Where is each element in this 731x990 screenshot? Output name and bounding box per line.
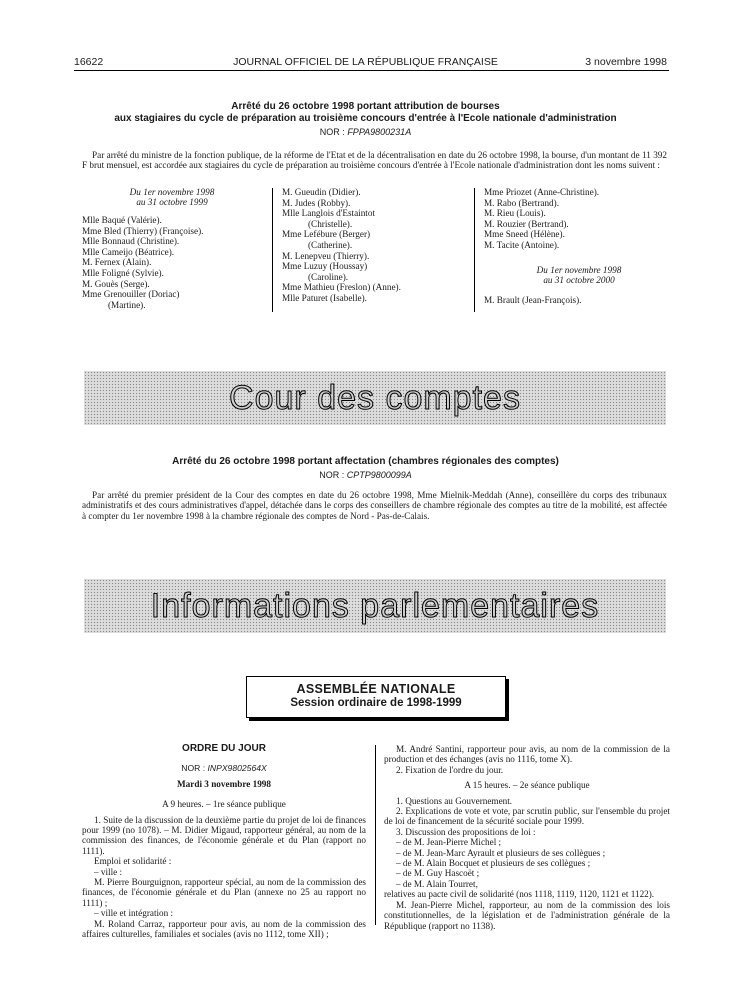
nor-reference <box>0 470 731 480</box>
stagiaire-name: Mlle Foligné (Sylvie). <box>82 267 164 278</box>
stagiaire-name: Mme Priozet (Anne-Christine). <box>484 187 600 197</box>
agenda-item: relatives au pacte civil de solidarité (nos 1118, 1119, 1120, 1121 et 1122). <box>384 889 655 900</box>
stagiaire-name: M. Fernex (Alain). <box>82 257 152 268</box>
nor-reference <box>82 763 366 773</box>
agenda-item: 1. Suite de la discussion de la deuxième partie du projet de loi de finances pour 1999 (no 1078). – M. Didier Migaud, rapporteur général, au nom de la commission des finances, de l'économie générale et du Plan (rapport no 1111). <box>82 814 366 856</box>
stagiaire-name: M. Rouzier (Bertrand). <box>484 218 569 229</box>
stagiaire-name: M. Tacite (Antoine). <box>484 239 560 250</box>
stagiaire-name: M. Rieu (Louis). <box>484 208 546 219</box>
session-time-heading: A 15 heures. – 2e séance publique <box>464 780 590 791</box>
ordre-du-jour-right-column <box>384 744 670 931</box>
stagiaire-name: (Christelle). <box>308 218 353 229</box>
stagiaires-column-3 <box>484 187 674 305</box>
stagiaire-name: Mme Grenouiller (Doriac) <box>82 289 180 300</box>
period-line-1: Du 1er novembre 1998 <box>129 187 215 197</box>
session-title: Session ordinaire de 1998-1999 <box>290 697 462 709</box>
stagiaire-name: Mme Luzuy (Houssay) <box>282 261 368 272</box>
agenda-item: M. Jean-Pierre Michel, rapporteur, au nom de la commission des lois constitutionnelles, de la législation et de l'administration générale de la République (rapport no 1138). <box>384 899 670 931</box>
agenda-item: – de M. Alain Bocquet et plusieurs de ses collègues ; <box>396 858 591 869</box>
stagiaire-name: Mlle Bonnaud (Christine). <box>82 236 180 247</box>
title-line-2: aux stagiaires du cycle de préparation au troisième concours d'entrée à l'Ecole nationale d'administration <box>114 113 617 124</box>
nor-code: FPPA9800231A <box>347 127 412 137</box>
column-divider <box>474 188 475 312</box>
nor-label: NOR : <box>319 470 345 480</box>
agenda-item: – ville : <box>94 866 123 877</box>
stagiaire-name: (Caroline). <box>308 271 349 282</box>
agenda-item: Emploi et solidarité : <box>94 856 172 867</box>
session-time-heading: A 9 heures. – 1re séance publique <box>162 799 286 810</box>
agenda-item: 2. Fixation de l'ordre du jour. <box>396 764 504 775</box>
banner-title: Informations parlementaires <box>150 586 600 625</box>
arrete-bourses-title <box>70 101 661 125</box>
journal-title: JOURNAL OFFICIEL DE LA RÉPUBLIQUE FRANÇAISE <box>233 56 498 68</box>
stagiaire-name: (Martine). <box>108 299 146 310</box>
page-number: 16622 <box>74 56 104 68</box>
agenda-item: – de M. Jean-Pierre Michel ; <box>396 837 502 848</box>
ordre-du-jour-left-column <box>82 744 366 940</box>
stagiaire-name: M. Gueudin (Didier). <box>282 187 361 197</box>
stagiaire-name: Mlle Cameijo (Béatrice). <box>82 246 175 257</box>
session-day: Mardi 3 novembre 1998 <box>177 778 271 789</box>
ordre-du-jour-heading: ORDRE DU JOUR <box>182 743 266 754</box>
stagiaire-name: Mlle Paturet (Isabelle). <box>282 292 367 303</box>
stagiaire-name: Mme Sneed (Hélène). <box>484 229 565 240</box>
title-line-1: Arrêté du 26 octobre 1998 portant attribution de bourses <box>231 101 500 112</box>
stagiaire-name: Mme Bled (Thierry) (Françoise). <box>82 225 204 236</box>
section-banner-informations-parlementaires <box>84 579 666 633</box>
agenda-item: 3. Discussion des propositions de loi : <box>396 826 536 837</box>
period-line-2: au 31 octobre 2000 <box>543 274 615 285</box>
agenda-item: 2. Explications de vote et vote, par scrutin public, sur l'ensemble du projet de loi de financement de la sécurité sociale pour 1999. <box>384 806 670 827</box>
nor-code: CPTP9800099A <box>346 470 412 480</box>
stagiaire-name: M. Judes (Robby). <box>282 197 351 208</box>
agenda-item: – de M. Guy Hascoët ; <box>396 868 480 879</box>
stagiaire-name: M. Gouès (Serge). <box>82 278 150 289</box>
stagiaire-name: M. Lenepveu (Thierry). <box>282 250 370 261</box>
column-divider <box>375 745 376 925</box>
agenda-item: M. Pierre Bourguignon, rapporteur spécial, au nom de la commission des finances, de l'économie générale et du Plan (annexe no 25 au rapport no 1111) ; <box>82 877 366 908</box>
agenda-item: – de M. Jean-Marc Ayrault et plusieurs de ses collègues ; <box>396 847 606 858</box>
agenda-item: – de M. Alain Tourret, <box>396 878 478 889</box>
nor-code: INPX9802564X <box>207 763 267 774</box>
stagiaire-name: Mme Mathieu (Freslon) (Anne). <box>282 282 401 293</box>
banner-title: Cour des comptes <box>229 378 521 417</box>
agenda-item: M. Roland Carraz, rapporteur pour avis, au nom de la commission des affaires culturelles, familiales et sociales (avis no 1112, tome XII) ; <box>82 918 366 940</box>
agenda-item: M. André Santini, rapporteur pour avis, au nom de la commission de la production et des échanges (avis no 1116, tome X). <box>384 744 670 765</box>
column-divider <box>272 188 273 312</box>
stagiaires-column-2 <box>282 187 472 304</box>
nor-label: NOR : <box>181 763 206 774</box>
nor-reference <box>0 127 731 137</box>
stagiaires-column-1 <box>82 187 262 310</box>
stagiaire-name: Mlle Langlois d'Estaintot <box>282 208 376 219</box>
section-banner-cour-des-comptes <box>84 371 666 425</box>
stagiaire-name: Mlle Baqué (Valérie). <box>82 215 162 225</box>
header-rule <box>74 70 669 71</box>
issue-date: 3 novembre 1998 <box>585 56 667 68</box>
stagiaire-name: M. Rabo (Bertrand). <box>484 197 560 208</box>
assemblee-nationale-box <box>246 676 506 718</box>
stagiaire-name: Mme Lefébure (Berger) <box>282 229 371 240</box>
nor-label: NOR : <box>319 127 345 137</box>
agenda-item: – ville et intégration : <box>94 908 174 919</box>
period-line-1: Du 1er novembre 1998 <box>536 264 622 275</box>
assemblee-title: ASSEMBLÉE NATIONALE <box>296 682 456 696</box>
period-line-2: au 31 octobre 1999 <box>136 197 208 207</box>
agenda-item: 1. Questions au Gouvernement. <box>396 795 513 806</box>
bourses-paragraph: Par arrêté du ministre de la fonction publique, de la réforme de l'Etat et de la décentralisation en date du 26 octobre 1998, la bourse, d'un montant de 11 392 F brut mensuel, est accordée aux stagiaires du cycle de préparation au troisième concours d'entrée à l'Ecole nationale d'administration dont les noms suivent : <box>82 150 667 171</box>
affectation-paragraph: Par arrêté du premier président de la Cour des comptes en date du 26 octobre 1998, Mme Mielnik-Meddah (Anne), conseillère du corps des tribunaux administratifs et des cours administratives d'appel, détachée dans le corps des conseillers de chambre régionale des comptes au titre de la mobilité, est affectée à compter du 1er novembre 1998 à la chambre régionale des comptes de Nord - Pas-de-Calais. <box>82 490 667 521</box>
stagiaire-name: (Catherine). <box>308 239 353 250</box>
arrete-affectation-title: Arrêté du 26 octobre 1998 portant affectation (chambres régionales des comptes) <box>172 456 559 467</box>
stagiaire-name: M. Brault (Jean-François). <box>484 294 582 305</box>
